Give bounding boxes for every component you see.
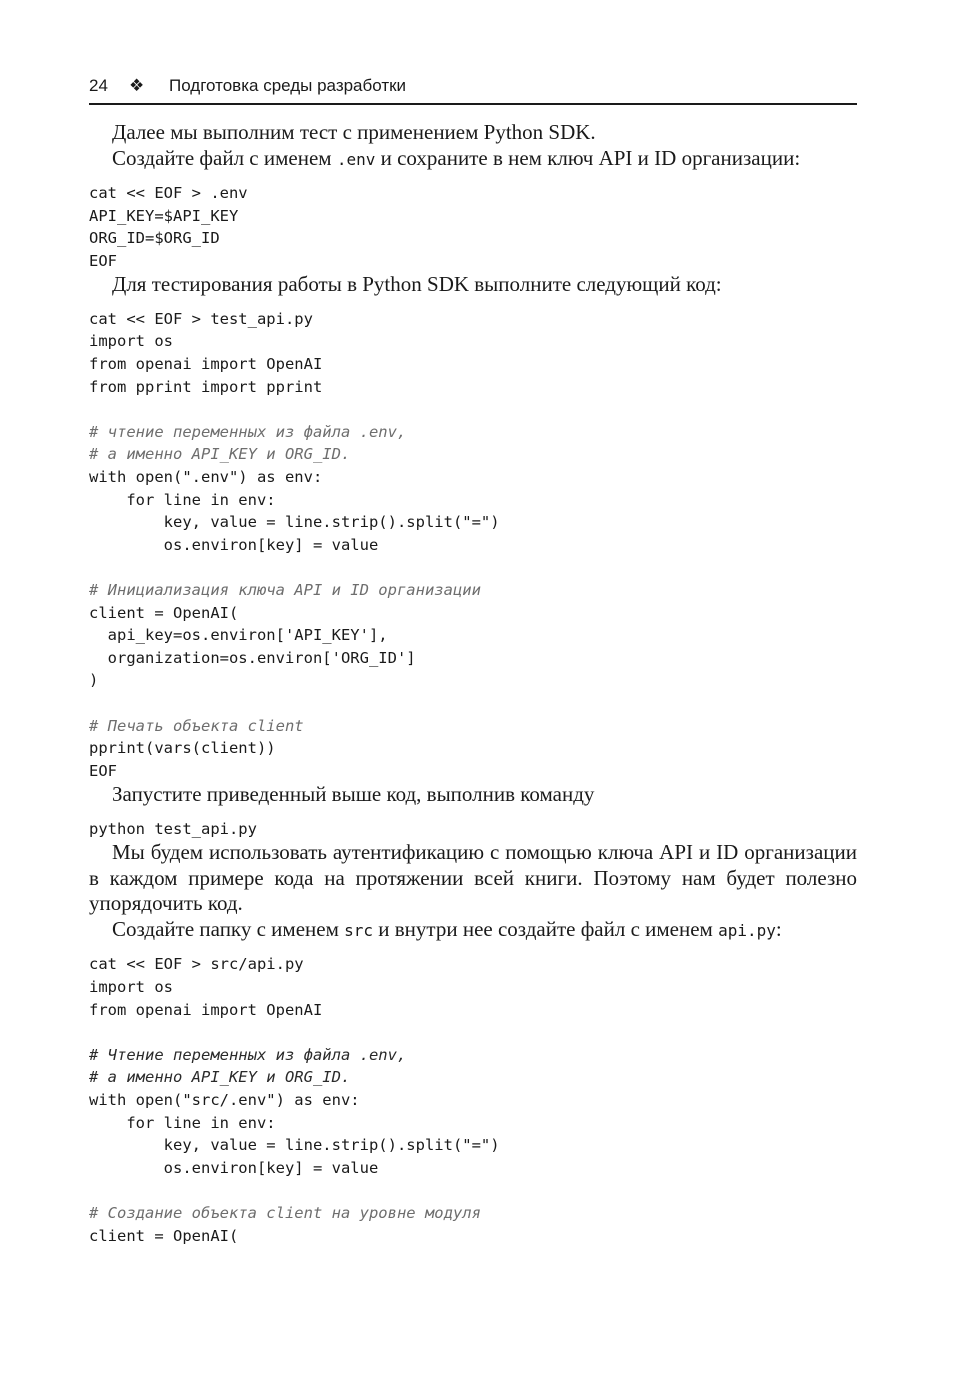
code-line: cat << EOF > src/api.py	[89, 955, 304, 974]
code-line: python test_api.py	[89, 819, 257, 838]
code-line: key, value = line.strip().split("=")	[89, 1136, 500, 1155]
paragraph-create-folder	[89, 917, 857, 944]
code-line: organization=os.environ['ORG_ID']	[89, 648, 416, 667]
code-line: ORG_ID=$ORG_ID	[89, 229, 220, 248]
code-line: key, value = line.strip().split("=")	[89, 513, 500, 532]
code-line: client = OpenAI(	[89, 603, 239, 622]
code-line: EOF	[89, 761, 117, 780]
code-line: for line in env:	[89, 490, 276, 509]
code-comment: # Инициализация ключа API и ID организации	[89, 581, 481, 599]
code-block-env	[89, 182, 857, 272]
paragraph-text: Создайте папку с именем	[112, 916, 345, 941]
paragraph-text: и внутри нее создайте файл с именем	[373, 916, 719, 941]
paragraph-intro: Далее мы выполним тест с применением Python SDK.	[112, 120, 596, 144]
paragraph-text: Создайте файл с именем	[112, 145, 337, 170]
code-line: import os	[89, 332, 173, 351]
code-line: pprint(vars(client))	[89, 739, 276, 758]
code-comment: # Создание объекта client на уровне модуля	[89, 1203, 481, 1222]
code-line: from openai import OpenAI	[89, 355, 323, 374]
code-block-run	[89, 818, 857, 841]
code-comment: # а именно API_KEY и ORG_ID.	[89, 445, 351, 464]
code-line: import os	[89, 978, 173, 997]
code-comment: # чтение переменных из файла .env,	[89, 422, 407, 441]
page-body	[89, 120, 857, 1247]
code-line: client = OpenAI(	[89, 1226, 239, 1245]
code-line: api_key=os.environ['API_KEY'],	[89, 626, 388, 645]
code-comment: # а именно API_KEY и ORG_ID.	[89, 1068, 351, 1087]
code-line: API_KEY=$API_KEY	[89, 206, 239, 225]
code-block-src-api	[89, 953, 857, 1247]
paragraph-create-env	[89, 146, 857, 173]
paragraph-test-sdk: Для тестирования работы в Python SDK выполните следующий код:	[112, 272, 722, 297]
code-line: os.environ[key] = value	[89, 1158, 379, 1177]
code-line: from pprint import pprint	[89, 377, 323, 396]
chapter-title: Подготовка среды разработки	[169, 76, 407, 95]
code-line: EOF	[89, 251, 117, 270]
page-number: 24	[89, 76, 108, 95]
code-line: for line in env:	[89, 1113, 276, 1132]
paragraph-text: и сохраните в нем ключ API и ID организации:	[375, 145, 801, 170]
code-line: os.environ[key] = value	[89, 535, 379, 554]
code-comment: # Чтение переменных из файла .env,	[89, 1045, 407, 1064]
paragraph-run-command: Запустите приведенный выше код, выполнив команду	[112, 782, 595, 807]
paragraph-auth: Мы будем использовать аутентификацию с помощью ключа API и ID организации в каждом примере кода на протяжении всей книги. Поэтому нам будет полезно упорядочить код.	[89, 840, 857, 916]
running-header	[89, 76, 857, 105]
ornament-icon: ❖	[129, 76, 145, 95]
code-line: from openai import OpenAI	[89, 1000, 323, 1019]
code-line: with open(".env") as env:	[89, 468, 323, 487]
paragraph-text: :	[775, 916, 782, 941]
inline-code-api-py: api.py	[718, 920, 776, 940]
code-comment: # Печать объекта client	[89, 716, 304, 735]
code-line: )	[89, 671, 99, 690]
inline-code-env: .env	[336, 149, 376, 169]
code-block-test-api	[89, 308, 857, 782]
inline-code-src: src	[344, 920, 374, 940]
code-line: cat << EOF > .env	[89, 184, 248, 202]
code-line: with open("src/.env") as env:	[89, 1091, 360, 1109]
code-line: cat << EOF > test_api.py	[89, 309, 313, 328]
